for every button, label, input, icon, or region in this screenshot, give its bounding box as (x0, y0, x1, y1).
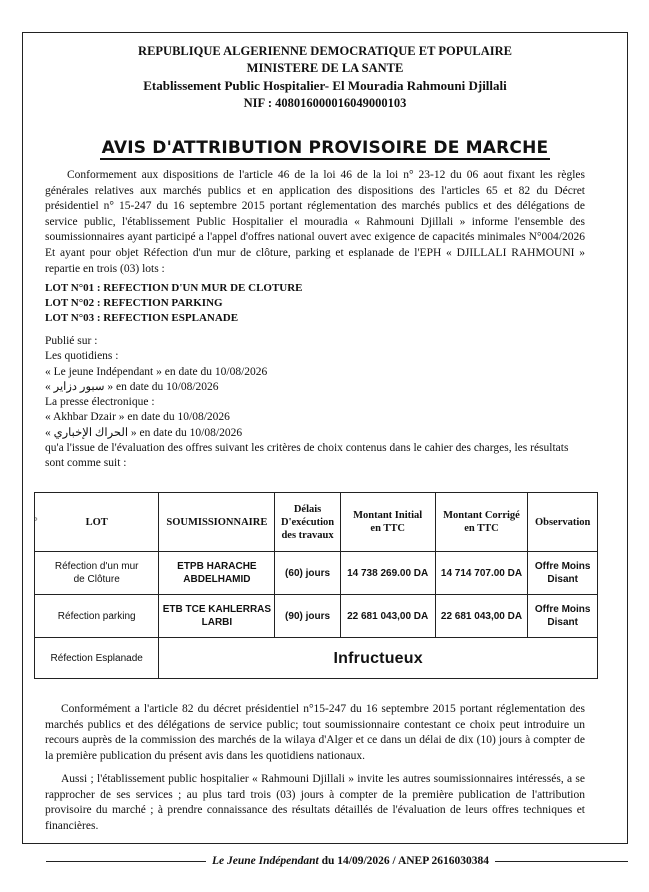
header-observation: Observation (528, 493, 598, 552)
table-header-row (35, 493, 598, 552)
header-bidder: SOUMISSIONNAIRE (159, 493, 275, 552)
bidder-cell: ETB TCE KAHLERRAS LARBI (159, 595, 275, 638)
footer-rule-left (46, 861, 206, 862)
appeal-paragraph: Conformément a l'article 82 du décret présidentiel n°15-247 du 16 septembre 2015 portant réglementation des marchés publics et des délégations de service public; tout soumissionnaire contestant ce choix peut introduire un recours auprès de la commission des marchés de la wilaya d'Alger et ce dans un délai de dix (10) jours à compter de la première publication du présent avis dans les quotidiens nationaux. (45, 703, 585, 762)
intro-paragraph: Conformement aux dispositions de l'article 46 de la loi 46 de la loi n° 23-12 du 06 aout fixant les règles générales relatives aux marchés publics et en application des dispositions des l'articles 65 et 82 du Décret présidentiel n° 15-247 du 16 septembre 2015 portant réglementation des marchés publics et des délégations de service public, l'établissement Public Hospitalier el mouradia « Rahmouni Djillali » informe l'ensemble des soumissionnaires ayant participé a l'appel d'offres national ouvert avec exigence de capacités minimales N°004/2026 Et ayant pour objet Réfection d'un mur de clôture, parking et esplanade de l'EPH « DJILLALI RAHMOUNI » repartie en trois (03) lots : (45, 169, 585, 275)
header-lot: LOT (35, 493, 159, 552)
lot-cell: Réfection Esplanade (35, 638, 159, 679)
invitation-paragraph: Aussi ; l'établissement public hospitalier « Rahmouni Djillali » invite les autres soumissionnaires intéressés, a se rapprocher de ses services ; au plus tard trois (03) jours à compter de la première publication de l'attribution provisoire du marché ; à prendre connaissance des résultats détaillés de l'évaluation de leurs offres techniques et financières. (45, 773, 585, 832)
lot-cell: Réfection d'un mur de Clôture (35, 552, 159, 595)
results-intro: qu'a l'issue de l'évaluation des offres suivant les critères de choix contenus dans le cahier des charges, les résultats sont comme suit : (45, 442, 569, 470)
published-on-label: Publié sur : (45, 335, 98, 347)
daily-entry: « Le jeune Indépendant » en date du 10/08/2026 (45, 365, 268, 378)
institution-line: Etablissement Public Hospitalier- El Mouradia Rahmouni Djillali (143, 78, 507, 93)
unsuccessful-result: Infructueux (159, 638, 598, 679)
lots-list (45, 281, 303, 325)
table-row (35, 552, 598, 595)
header-initial-amount: Montant Initial en TTC (340, 493, 435, 552)
header-corrected-amount: Montant Corrigé en TTC (435, 493, 528, 552)
footer-rule-right (495, 861, 628, 862)
delay-cell: (60) jours (275, 552, 340, 595)
newspaper-name: Le Jeune Indépendant (212, 855, 319, 867)
nif-line: NIF : 408016000016049000103 (243, 96, 407, 110)
electronic-label: La presse électronique : (45, 396, 155, 409)
publication-section (45, 334, 585, 472)
electronic-entry: « الحراك الإخباري » en date du 10/08/2026 (45, 426, 243, 439)
lot-cell: Réfection parking (35, 595, 159, 638)
observation-cell: Offre Moins Disant (528, 595, 598, 638)
letterhead (22, 43, 628, 112)
table-row (35, 638, 598, 679)
initial-amount-cell: 14 738 269.00 DA (340, 552, 435, 595)
header-delay: Délais D'exécution des travaux (275, 493, 340, 552)
table-row (35, 595, 598, 638)
footer-reference: du 14/09/2026 / ANEP 2616030384 (318, 855, 489, 867)
electronic-entry: « Akhbar Dzair » en date du 10/08/2026 (45, 411, 230, 424)
results-table (34, 492, 598, 679)
daily-entry: « سبور دزاير » en date du 10/08/2026 (45, 380, 219, 393)
lot-item: LOT N°02 : REFECTION PARKING (45, 296, 223, 309)
bidder-cell: ETPB HARACHE ABDELHAMID (159, 552, 275, 595)
initial-amount-cell: 22 681 043,00 DA (340, 595, 435, 638)
lot-item: LOT N°03 : REFECTION ESPLANADE (45, 311, 239, 324)
row-marker: ° (34, 516, 38, 526)
footer (22, 852, 628, 870)
corrected-amount-cell: 14 714 707.00 DA (435, 552, 528, 595)
lot-item: LOT N°01 : REFECTION D'UN MUR DE CLOTURE (45, 282, 303, 294)
delay-cell: (90) jours (275, 595, 340, 638)
republic-line: REPUBLIQUE ALGERIENNE DEMOCRATIQUE ET POPULAIRE (138, 44, 512, 58)
dailies-label: Les quotidiens : (45, 350, 119, 363)
observation-cell: Offre Moins Disant (528, 552, 598, 595)
corrected-amount-cell: 22 681 043,00 DA (435, 595, 528, 638)
ministry-line: MINISTERE DE LA SANTE (246, 61, 404, 75)
notice-title: AVIS D'ATTRIBUTION PROVISOIRE DE MARCHE (101, 138, 549, 158)
